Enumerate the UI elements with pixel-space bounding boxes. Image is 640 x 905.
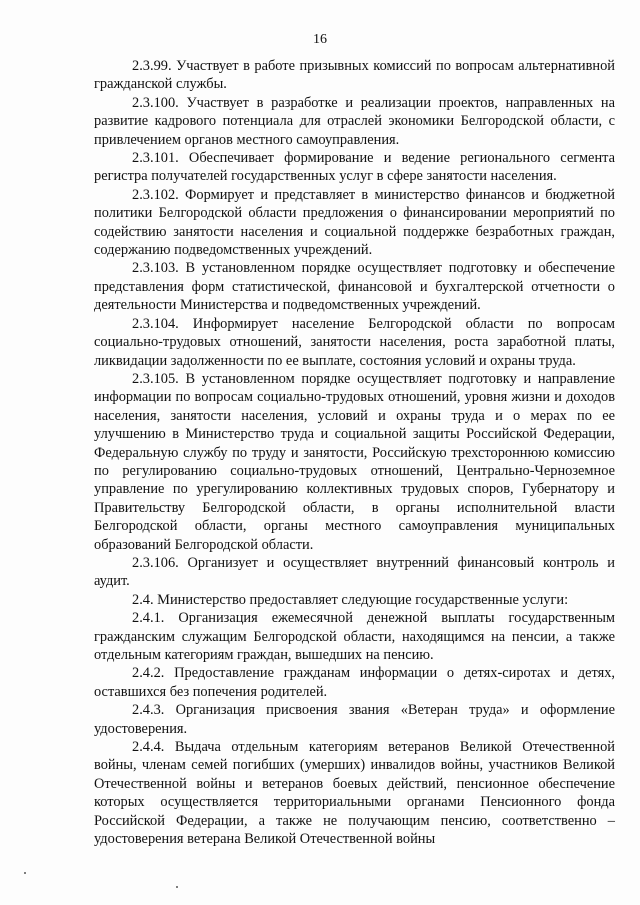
paragraph-2-4-4: 2.4.4. Выдача отдельным категориям ветеранов Великой Отечественной войны, членам семей погибших (умерших) инвалидов войны, участников Великой Отечественной войны и ветеранов боевых действий, пенсионное обеспечение которых осуществляется территориальными органами Пенсионного фонда Российской Федерации, а также не получающим пенсию, соответственно – удостоверения ветерана Великой Отечественной войны: [94, 739, 615, 848]
paragraph-2-3-102: 2.3.102. Формирует и представляет в министерство финансов и бюджетной политики Белгородской области предложения о финансировании мероприятий по содействию занятости населения и социальной поддержке безработных граждан, содержанию подведомственных учреждений.: [94, 186, 615, 259]
page-number: 16: [313, 32, 327, 47]
paragraph-2-4-3: 2.4.3. Организация присвоения звания «Ветеран труда» и оформление удостоверения.: [94, 702, 615, 737]
paragraph-2-4: 2.4. Министерство предоставляет следующие государственные услуги:: [132, 591, 569, 608]
document-body: [94, 57, 615, 848]
paragraph-2-3-103: 2.3.103. В установленном порядке осуществляет подготовку и обеспечение представления форм статистической, финансовой и бухгалтерской отчетности о деятельности Министерства и подведомственных учреждений.: [94, 260, 615, 314]
paragraph-2-3-100: 2.3.100. Участвует в разработке и реализации проектов, направленных на развитие кадрового потенциала для отраслей экономики Белгородской области, с привлечением органов местного самоуправления.: [94, 94, 615, 148]
paragraph-2-4-2: 2.4.2. Предоставление гражданам информации о детях-сиротах и детях, оставшихся без попечения родителей.: [94, 665, 615, 700]
paragraph-2-3-101: 2.3.101. Обеспечивает формирование и ведение регионального сегмента регистра получателей государственных услуг в сфере занятости населения.: [94, 150, 615, 185]
paragraph-2-3-106: 2.3.106. Организует и осуществляет внутренний финансовый контроль и аудит.: [94, 554, 615, 590]
paragraph-2-3-99: 2.3.99. Участвует в работе призывных комиссий по вопросам альтернативной гражданской службы.: [94, 58, 615, 93]
scan-speck: [24, 872, 26, 874]
paragraph-2-4-1: 2.4.1. Организация ежемесячной денежной выплаты государственным гражданским служащим Белгородской области, находящимся на пенсии, а также отдельным категориям граждан, вышедших на пенсию.: [94, 610, 615, 663]
scan-speck: [176, 886, 178, 888]
paragraph-2-3-104: 2.3.104. Информирует население Белгородской области по вопросам социально-трудовых отношений, занятости населения, роста заработной платы, ликвидации задолженности по ее выплате, состояния условий и охраны труда.: [94, 315, 615, 369]
paragraph-2-3-105: 2.3.105. В установленном порядке осуществляет подготовку и направление информации по вопросам социально-трудовых отношений, уровня жизни и доходов населения, занятости населения, условий и охраны труда и о мерах по ее улучшению в Министерство труда и социальной защиты Российской Федерации, Федеральную службу по труду и занятости, Российскую трехстороннюю комиссию по регулированию социально-трудовых отношений, Центрально-Черноземное управление по урегулированию коллективных трудовых споров, Губернатору и Правительству Белгородской области, в органы исполнительной власти Белгородской области, органы местного самоуправления муниципальных образований Белгородской области.: [94, 370, 615, 553]
